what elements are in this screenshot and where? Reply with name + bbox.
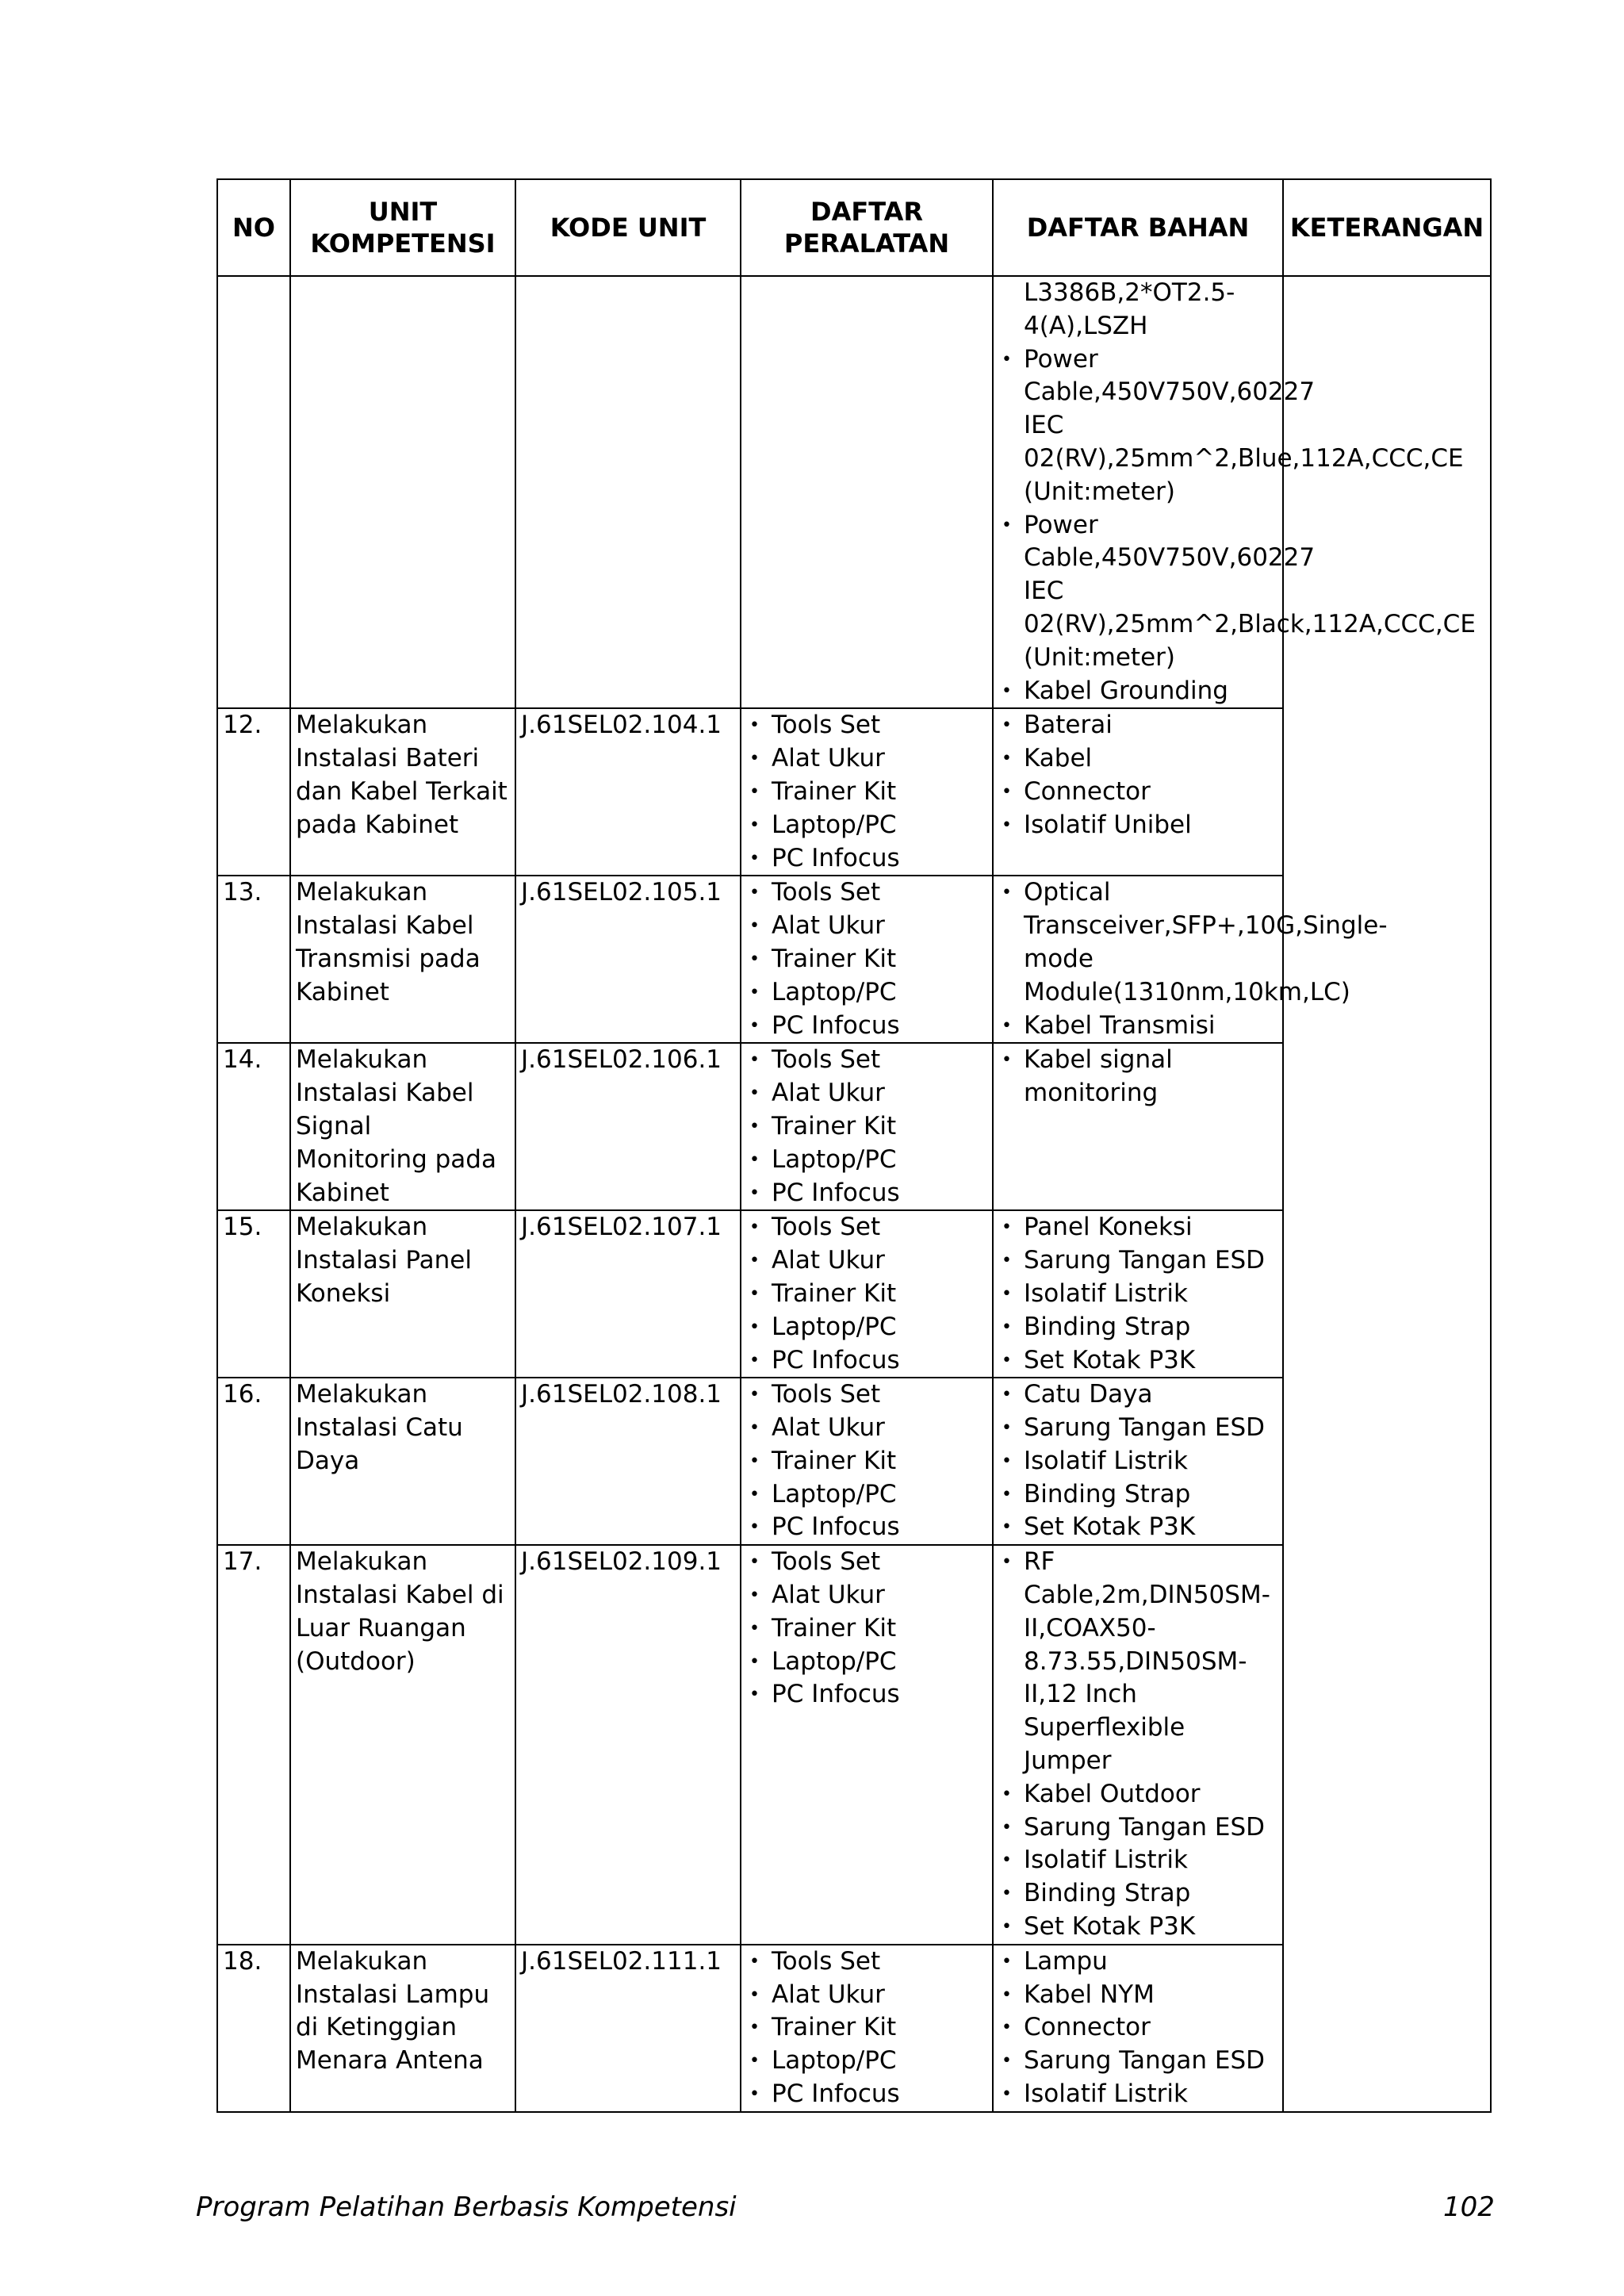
list-item: • Isolatif Listrik: [998, 1278, 1277, 1311]
peralatan-list: [746, 1546, 987, 1711]
bahan-list: [998, 277, 1476, 707]
list-item: • Laptop/PC: [746, 1311, 987, 1344]
cell-no: 14.: [217, 1043, 290, 1210]
list-item: • Set Kotak P3K: [998, 1344, 1277, 1378]
bahan-list: [998, 1546, 1277, 1944]
list-item: • Power Cable,450V750V,60227 IEC 02(RV),25mm^2,Blue,112A,CCC,CE (Unit:meter): [998, 343, 1277, 509]
list-item: • PC Infocus: [746, 2078, 987, 2111]
list-item: • PC Infocus: [746, 1678, 987, 1711]
peralatan-list: [746, 1945, 987, 2111]
list-item: • Panel Koneksi: [998, 1211, 1277, 1244]
cell-keterangan: [1283, 876, 1491, 1043]
list-item: • Kabel signal monitoring: [998, 1044, 1277, 1110]
cell-unit: Melakukan Instalasi Bateri dan Kabel Terkait pada Kabinet: [290, 708, 515, 876]
list-item: • Kabel: [998, 742, 1277, 776]
cell-peralatan: [741, 876, 993, 1043]
list-item: • Sarung Tangan ESD: [998, 1244, 1277, 1278]
cell-bahan: [993, 1545, 1283, 1945]
competency-table: [216, 178, 1492, 2113]
cell-no: 13.: [217, 876, 290, 1043]
cell-peralatan: [741, 1043, 993, 1210]
peralatan-list: [746, 1044, 987, 1209]
cell-no: 16.: [217, 1378, 290, 1545]
cell-bahan: [993, 1945, 1283, 2112]
cell-no: 17.: [217, 1545, 290, 1945]
cell-peralatan: [741, 1378, 993, 1545]
list-item: • Trainer Kit: [746, 776, 987, 809]
cell-kode: J.61SEL02.107.1: [515, 1210, 741, 1378]
list-item: • Alat Ukur: [746, 1579, 987, 1612]
list-item: • Kabel Transmisi: [998, 1010, 1277, 1043]
list-item: • Kabel NYM: [998, 1979, 1277, 2012]
list-item: • Binding Strap: [998, 1478, 1277, 1512]
list-item: • Alat Ukur: [746, 910, 987, 943]
cell-unit: Melakukan Instalasi Kabel Transmisi pada Kabinet: [290, 876, 515, 1043]
cell-bahan: [993, 708, 1283, 876]
table-row: [217, 708, 1491, 876]
bahan-list: [998, 1044, 1277, 1110]
bahan-list: [998, 1945, 1277, 2111]
header-no: NO: [217, 179, 290, 276]
cell-keterangan: [1283, 1043, 1491, 1210]
list-item: • Optical Transceiver,SFP+,10G,Single-mode Module(1310nm,10km,LC): [998, 876, 1277, 1009]
cell-kode: J.61SEL02.105.1: [515, 876, 741, 1043]
header-unit-kompetensi: UNIT KOMPETENSI: [290, 179, 515, 276]
cell-kode: J.61SEL02.108.1: [515, 1378, 741, 1545]
table-row: [217, 1043, 1491, 1210]
cell-keterangan: [1283, 276, 1491, 708]
list-item: • Sarung Tangan ESD: [998, 2045, 1277, 2078]
peralatan-list: [746, 1211, 987, 1377]
list-item: • Tools Set: [746, 1378, 987, 1412]
cell-bahan: [993, 1043, 1283, 1210]
bahan-list: [998, 1378, 1277, 1544]
list-item: • Trainer Kit: [746, 943, 987, 976]
list-item: • Alat Ukur: [746, 1979, 987, 2012]
table-header-row: [217, 179, 1491, 276]
list-item: • Trainer Kit: [746, 1278, 987, 1311]
list-item: • Laptop/PC: [746, 1646, 987, 1679]
bahan-list: [998, 1211, 1277, 1377]
list-item: • Set Kotak P3K: [998, 1511, 1277, 1544]
peralatan-list: [746, 709, 987, 875]
cell-keterangan: [1283, 708, 1491, 876]
list-item: • Tools Set: [746, 1546, 987, 1579]
cell-keterangan: [1283, 1210, 1491, 1378]
cell-bahan: [993, 1210, 1283, 1378]
list-item: • Connector: [998, 2011, 1277, 2045]
list-item: • Trainer Kit: [746, 1110, 987, 1144]
table-row: [217, 1945, 1491, 2112]
table-row: [217, 1378, 1491, 1545]
cell-no: 18.: [217, 1945, 290, 2112]
table-row-continuation: [217, 276, 1491, 708]
header-daftar-bahan: DAFTAR BAHAN: [993, 179, 1283, 276]
list-item: L3386B,2*OT2.5-4(A),LSZH: [1024, 278, 1235, 340]
cell-keterangan: [1283, 1378, 1491, 1545]
cell-bahan: [993, 1378, 1283, 1545]
cell-unit: Melakukan Instalasi Kabel Signal Monitoring pada Kabinet: [290, 1043, 515, 1210]
cell-unit: [290, 276, 515, 708]
header-daftar-peralatan: DAFTAR PERALATAN: [741, 179, 993, 276]
list-item: • PC Infocus: [746, 1010, 987, 1043]
cell-bahan: [993, 276, 1476, 708]
list-item: • Kabel Outdoor: [998, 1778, 1277, 1811]
list-item: • Trainer Kit: [746, 2011, 987, 2045]
cell-no: 12.: [217, 708, 290, 876]
list-item: • Binding Strap: [998, 1877, 1277, 1911]
list-item: • PC Infocus: [746, 1177, 987, 1210]
list-item: • PC Infocus: [746, 842, 987, 876]
cell-kode: J.61SEL02.109.1: [515, 1545, 741, 1945]
cell-no: [217, 276, 290, 708]
list-item: • Trainer Kit: [746, 1612, 987, 1646]
list-item: • Alat Ukur: [746, 742, 987, 776]
cell-keterangan: [1283, 1945, 1491, 2112]
list-item: • Isolatif Listrik: [998, 2078, 1277, 2111]
list-item: • RF Cable,2m,DIN50SM-II,COAX50-8.73.55,DIN50SM-II,12 Inch Superflexible Jumper: [998, 1546, 1277, 1778]
peralatan-list: [746, 1378, 987, 1544]
table-row: [217, 1210, 1491, 1378]
header-kode-unit: KODE UNIT: [515, 179, 741, 276]
list-item: • Lampu: [998, 1945, 1277, 1979]
footer-program-title: Program Pelatihan Berbasis Kompetensi: [196, 2191, 737, 2223]
cell-keterangan: [1283, 1545, 1491, 1945]
cell-peralatan: [741, 276, 993, 708]
list-item: • Baterai: [998, 709, 1277, 742]
list-item: • Alat Ukur: [746, 1077, 987, 1110]
cell-unit: Melakukan Instalasi Catu Daya: [290, 1378, 515, 1545]
cell-no: 15.: [217, 1210, 290, 1378]
list-item: • Tools Set: [746, 1211, 987, 1244]
list-item: • Sarung Tangan ESD: [998, 1412, 1277, 1445]
list-item: • Catu Daya: [998, 1378, 1277, 1412]
list-item: • Alat Ukur: [746, 1244, 987, 1278]
cell-peralatan: [741, 1210, 993, 1378]
list-item: • Connector: [998, 776, 1277, 809]
list-item: • Isolatif Listrik: [998, 1844, 1277, 1877]
list-item: • Tools Set: [746, 709, 987, 742]
list-item: • Isolatif Listrik: [998, 1445, 1277, 1478]
list-item: • Power Cable,450V750V,60227 IEC 02(RV),25mm^2,Black,112A,CCC,CE (Unit:meter): [998, 509, 1277, 675]
cell-peralatan: [741, 1945, 993, 2112]
cell-unit: Melakukan Instalasi Kabel di Luar Ruangan (Outdoor): [290, 1545, 515, 1945]
peralatan-list: [746, 876, 987, 1042]
list-item: • Laptop/PC: [746, 809, 987, 842]
cell-kode: J.61SEL02.111.1: [515, 1945, 741, 2112]
list-item: • Trainer Kit: [746, 1445, 987, 1478]
list-item: • Tools Set: [746, 876, 987, 910]
list-item: • Laptop/PC: [746, 2045, 987, 2078]
cell-kode: J.61SEL02.106.1: [515, 1043, 741, 1210]
cell-kode: J.61SEL02.104.1: [515, 708, 741, 876]
bahan-list: [998, 709, 1277, 841]
list-item: • Sarung Tangan ESD: [998, 1811, 1277, 1845]
list-item: • Laptop/PC: [746, 976, 987, 1010]
cell-kode: [515, 276, 741, 708]
cell-unit: Melakukan Instalasi Panel Koneksi: [290, 1210, 515, 1378]
list-item: • PC Infocus: [746, 1511, 987, 1544]
list-item: • Isolatif Unibel: [998, 809, 1277, 842]
page-number: 102: [1443, 2191, 1495, 2223]
list-item: • Kabel Grounding: [998, 675, 1277, 708]
list-item: • Binding Strap: [998, 1311, 1277, 1344]
list-item: • Alat Ukur: [746, 1412, 987, 1445]
list-item: • Tools Set: [746, 1044, 987, 1077]
bahan-list: [998, 876, 1388, 1042]
list-item: • Laptop/PC: [746, 1478, 987, 1512]
list-item: • Tools Set: [746, 1945, 987, 1979]
list-item: • Laptop/PC: [746, 1144, 987, 1177]
cell-unit: Melakukan Instalasi Lampu di Ketinggian Menara Antena: [290, 1945, 515, 2112]
table-row: [217, 1545, 1491, 1945]
cell-peralatan: [741, 708, 993, 876]
cell-bahan: [993, 876, 1388, 1043]
list-item: • Set Kotak P3K: [998, 1911, 1277, 1944]
table-row: [217, 876, 1491, 1043]
cell-peralatan: [741, 1545, 993, 1945]
list-item: • PC Infocus: [746, 1344, 987, 1378]
header-keterangan: KETERANGAN: [1283, 179, 1491, 276]
